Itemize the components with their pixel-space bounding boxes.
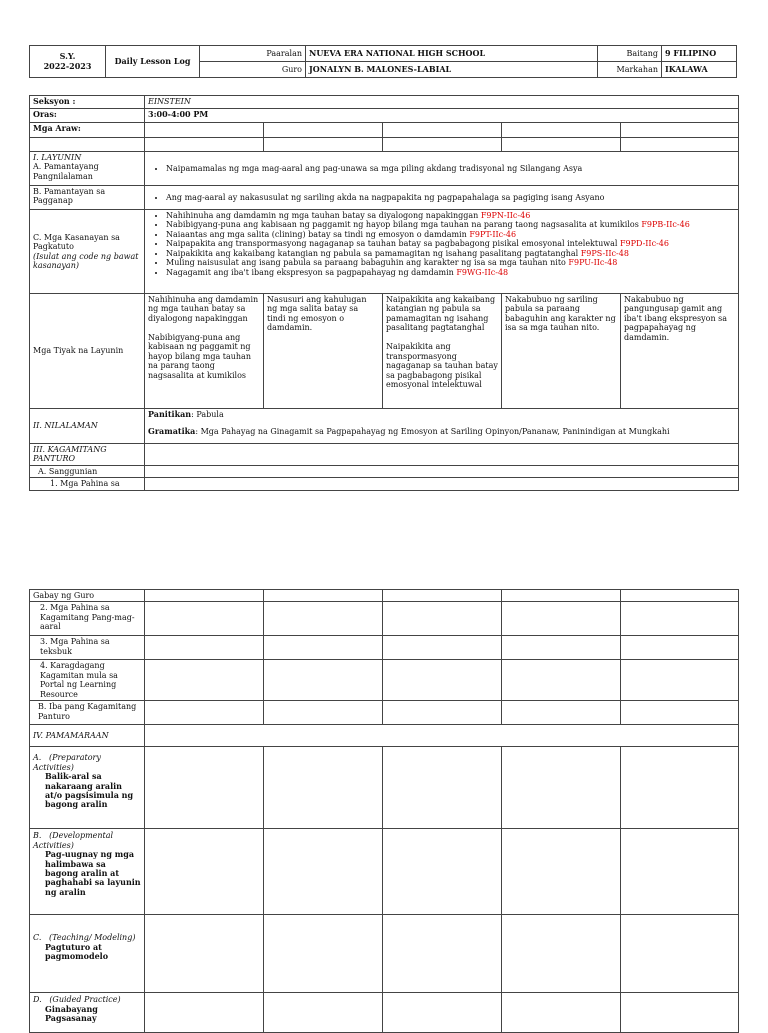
paaralan-value: NUEVA ERA NATIONAL HIGH SCHOOL: [306, 46, 598, 62]
empty-cell: [621, 660, 739, 701]
competency-code: F9PN-IIc-46: [480, 211, 531, 220]
procedure-name: Ginabayang Pagsasanay: [45, 1003, 98, 1024]
markahan-label: Markahan: [598, 62, 662, 78]
day-cell: [145, 123, 264, 138]
competency-item: [166, 239, 735, 248]
procedure-phase: [33, 753, 141, 772]
pamantayan-pagganap-text: • Ang mag-aaral ay nakasusulat ng sariling akda na nagpapakita ng pagpapahalaga sa pagiging isang Asyano: [166, 193, 735, 202]
gramatika-line: [148, 427, 735, 436]
kasanayan-label: C. Mga Kasanayan sa Pagkatuto: [33, 232, 120, 252]
procedure-phase: [33, 831, 141, 850]
day-cell: [621, 123, 739, 138]
pahina-guro-label-a: 1. Mga Pahina sa: [30, 478, 145, 490]
day-cell: [502, 123, 621, 138]
empty-cell: [145, 636, 264, 660]
empty-cell: [145, 138, 264, 152]
empty-cell: [145, 466, 739, 478]
empty-cell: [264, 915, 383, 993]
competency-text: Naipapakita ang transpormasyong nagaganap sa tauhan batay sa pagbabagong pisikal emosyonal intelektuwal: [166, 239, 620, 249]
empty-cell: [621, 602, 739, 636]
tiyak-objective: Nasusuri ang kahulugan ng mga salita batay sa tindi ng emosyon o damdamin.: [264, 294, 383, 409]
pamantayan-pagganap-cell: [145, 186, 739, 210]
school-year-value: 2022-2023: [43, 60, 92, 71]
empty-cell: [145, 660, 264, 701]
empty-cell: [502, 590, 621, 602]
competency-item: [166, 230, 735, 239]
procedure-letter: A.: [33, 753, 42, 763]
day-cell: [264, 123, 383, 138]
empty-cell: [621, 138, 739, 152]
oras-value: 3:00-4:00 PM: [145, 109, 739, 123]
competency-text: Nahihinuha ang damdamin ng mga tauhan batay sa diyalogong napakinggan: [166, 211, 481, 220]
competency-item: [166, 220, 735, 229]
empty-cell: [145, 993, 264, 1033]
guro-value: JONALYN B. MALONES-LABIAL: [306, 62, 598, 78]
empty-cell: [145, 747, 264, 829]
empty-cell: [502, 993, 621, 1033]
empty-cell: [621, 829, 739, 915]
kasanayan-note: (Isulat ang code ng bawat kasanayan): [33, 251, 139, 270]
procedure-letter: D.: [33, 995, 42, 1005]
log-title: Daily Lesson Log: [106, 46, 200, 78]
araw-label: Mga Araw:: [30, 123, 145, 138]
lesson-log-table-page1: [29, 95, 739, 491]
empty-cell: [502, 829, 621, 915]
baitang-value: 9 FILIPINO: [662, 46, 737, 62]
pamantayang-nilalaman-label-cell: [30, 152, 145, 186]
procedure-phase-text: (Developmental Activities): [33, 831, 114, 850]
empty-cell: [383, 993, 502, 1033]
empty-cell: [145, 725, 739, 747]
oras-label: Oras:: [30, 109, 145, 123]
empty-cell: [621, 993, 739, 1033]
pamantayan-pagganap-label: B. Pamantayan sa Pagganap: [30, 186, 145, 210]
empty-cell: [383, 636, 502, 660]
baitang-label: Baitang: [598, 46, 662, 62]
empty-cell: [145, 701, 264, 725]
tiyak-label: Mga Tiyak na Layunin: [30, 294, 145, 409]
karagdagang-label: 4. Karagdagang Kagamitan mula sa Portal ng Learning Resource: [30, 660, 145, 701]
pahina-guro-label-b: Gabay ng Guro: [30, 590, 145, 602]
empty-cell: [145, 444, 739, 466]
empty-cell: [621, 701, 739, 725]
empty-cell: [502, 747, 621, 829]
procedure-step: [30, 993, 145, 1033]
empty-cell: [264, 602, 383, 636]
header-table: [29, 45, 737, 78]
tiyak-objective: Nakabubuo ng sariling pabula sa paraang babaguhin ang karakter ng isa sa mga tauhan nito.: [502, 294, 621, 409]
empty-cell: [502, 602, 621, 636]
panitikan-line: [148, 410, 735, 419]
competency-text: Nabibigyang-puna ang kabisaan ng paggamit ng hayop bilang mga tauhan na parang taong nagsasalita at kumikilos: [166, 220, 642, 230]
procedure-letter: B.: [33, 831, 42, 841]
competency-code: F9PS-IIc-48: [580, 248, 629, 258]
competency-code: F9PT-IIc-46: [469, 229, 517, 239]
kasanayan-cell: [145, 210, 739, 294]
empty-cell: [502, 701, 621, 725]
paaralan-label: Paaralan: [200, 46, 306, 62]
empty-cell: [264, 636, 383, 660]
empty-cell: [383, 701, 502, 725]
day-cell: [383, 123, 502, 138]
pamamaraan-title: IV. PAMAMARAAN: [30, 725, 145, 747]
empty-cell: [264, 747, 383, 829]
empty-cell: [383, 590, 502, 602]
procedure-name: Balik-aral sa nakaraang aralin at/o pagsisimula ng bagong aralin: [45, 771, 134, 810]
procedure-step: [30, 747, 145, 829]
tiyak-objective: Nakabubuo ng pangungusap gamit ang iba't ibang ekspresyon sa pagpapahayag ng damdamin.: [621, 294, 739, 409]
pahina-kagamitan-label: 2. Mga Pahina sa Kagamitang Pang-mag-aaral: [30, 602, 145, 636]
empty-cell: [145, 915, 264, 993]
empty-cell: [264, 590, 383, 602]
pamantayang-nilalaman-label: A. Pamantayang Pangnilalaman: [33, 162, 99, 181]
gramatika-label: Gramatika: [148, 426, 196, 437]
competency-code: F9PB-IIc-46: [641, 220, 690, 230]
empty-cell: [621, 915, 739, 993]
empty-cell: [264, 829, 383, 915]
competency-code: F9PU-IIc-48: [568, 258, 618, 268]
empty-cell: [621, 747, 739, 829]
iba-pang-label: B. Iba pang Kagamitang Panturo: [30, 701, 145, 725]
guro-label: Guro: [200, 62, 306, 78]
competency-text: Nagagamit ang iba't ibang ekspresyon sa pagpapahayag ng damdamin: [166, 267, 457, 277]
competency-item: [166, 249, 735, 258]
procedure-letter: C.: [33, 933, 42, 943]
competency-code: F9PD-IIc-46: [619, 239, 669, 249]
procedure-phase-text: (Teaching/ Modeling): [49, 933, 136, 943]
competency-item: [166, 258, 735, 267]
empty-cell: [621, 636, 739, 660]
competency-text: Naiaantas ang mga salita (clining) batay sa tindi ng emosyon o damdamin: [166, 229, 470, 239]
pamantayang-nilalaman-cell: [145, 152, 739, 186]
competency-item: [166, 211, 735, 220]
empty-cell: [145, 478, 739, 490]
empty-cell: [145, 829, 264, 915]
empty-cell: [383, 747, 502, 829]
nilalaman-title: II. NILALAMAN: [30, 409, 145, 444]
procedure-step: [30, 829, 145, 915]
empty-cell: [145, 590, 264, 602]
school-year-label: S.Y.: [59, 51, 76, 62]
lesson-log-table-page2: [29, 589, 739, 1033]
empty-cell: [383, 915, 502, 993]
kagamitan-title: III. KAGAMITANG PANTURO: [30, 444, 145, 466]
empty-cell: [145, 602, 264, 636]
empty-cell: [502, 138, 621, 152]
tiyak-objective: Nahihinuha ang damdamin ng mga tauhan batay sa diyalogong napakinggan Nabibigyang-puna ang kabisaan ng paggamit ng hayop bilang mga tauhan na parang taong nagsasalita at kumikilos: [145, 294, 264, 409]
seksyon-value: EINSTEIN: [145, 96, 739, 109]
panitikan-value: : Pabula: [191, 410, 224, 419]
panitikan-label: Panitikan: [148, 409, 192, 419]
procedure-phase-text: (Guided Practice): [49, 995, 121, 1005]
layunin-title: I. LAYUNIN: [33, 153, 82, 162]
empty-cell: [30, 138, 145, 152]
gramatika-value: : Mga Pahayag na Ginagamit sa Pagpapahayag ng Emosyon at Sariling Opinyon/Pananaw, Paninindigan at Mungkahi: [195, 427, 670, 437]
school-year-cell: [30, 46, 106, 78]
empty-cell: [264, 993, 383, 1033]
seksyon-label: Seksyon :: [30, 96, 145, 109]
empty-cell: [502, 915, 621, 993]
competency-text: Naipakikita ang kakaibang katangian ng pabula sa pamamagitan ng isahang pasalitang pagtatanghal: [166, 248, 581, 258]
markahan-value: IKALAWA: [662, 62, 737, 78]
competency-code: F9WG-IIc-48: [456, 267, 509, 277]
empty-cell: [621, 590, 739, 602]
empty-cell: [383, 829, 502, 915]
procedure-name: Pagtuturo at pagmomodelo: [45, 941, 109, 962]
empty-cell: [502, 636, 621, 660]
pamantayang-nilalaman-text: • Naipamamalas ng mga mag-aaral ang pag-unawa sa mga piling akdang tradisyonal ng Silangang Asya: [166, 164, 735, 173]
empty-cell: [264, 701, 383, 725]
sanggunian-label: A. Sanggunian: [30, 466, 145, 478]
procedure-name: Pag-uugnay ng mga halimbawa sa bagong aralin at paghahabi sa layunin ng aralin: [45, 849, 141, 897]
tiyak-objective: Naipakikita ang kakaibang katangian ng pabula sa pamamagitan ng isahang pasalitang pagtatanghal Naipakikita ang transpormasyong nagaganap sa tauhan batay sa pagbabagong pisikal emosyonal intelektuwal: [383, 294, 502, 409]
procedure-step: [30, 915, 145, 993]
empty-cell: [502, 660, 621, 701]
empty-cell: [264, 660, 383, 701]
empty-cell: [383, 138, 502, 152]
competency-item: [166, 268, 735, 277]
procedure-phase-text: (Preparatory Activities): [33, 753, 101, 772]
competency-list: [148, 211, 735, 277]
nilalaman-cell: [145, 409, 739, 444]
competency-text: Muling naisusulat ang isang pabula sa paraang babaguhin ang karakter ng isa sa mga tauhan nito: [166, 258, 569, 268]
kasanayan-label-cell: [30, 210, 145, 294]
empty-cell: [383, 660, 502, 701]
empty-cell: [264, 138, 383, 152]
empty-cell: [383, 602, 502, 636]
pahina-teksbuk-label: 3. Mga Pahina sa teksbuk: [30, 636, 145, 660]
